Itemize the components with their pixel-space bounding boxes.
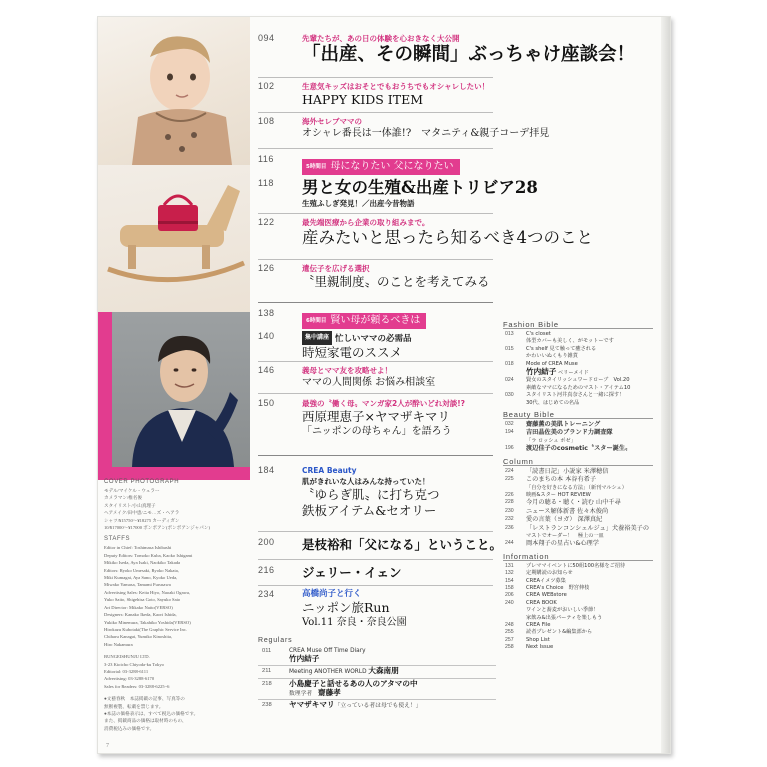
toc-title-line2: 鉄板アイテム&セオリー [302,503,437,518]
list-item[interactable] [503,516,653,524]
baby-photo [98,17,250,165]
toc-subtitle: 高橋尚子と行く [302,589,362,599]
toc-title: HAPPY KIDS ITEM [302,92,424,107]
item-subtitle: 「立っている者は母でも使え！」 [334,703,422,710]
toc-title-line2: 「ニッポンの母ちゃん」を語ろう [302,426,452,437]
lecture-badge: 集中講座 [302,331,332,345]
magazine-page [97,16,671,754]
toc-title: ニッポン旅Run [302,600,390,615]
item-page: 238 [262,702,272,709]
staff-line: Designers: Kanako Ikeda, Kaori Ishida, [104,612,177,618]
toc-subtitle: 遺伝子を広げる選択 [302,264,370,273]
item-title: 愛の言葉（ヨガ） 深澤真紀 [526,516,603,524]
list-item[interactable] [503,353,653,360]
list-item[interactable] [503,637,653,644]
cover-model-photo [112,312,250,467]
cover-credit-line: ヘアメイク/田中恵/ニモ…ズ・ヘアラ [104,510,180,516]
item-page: 015 [505,345,514,352]
regular-item[interactable] [258,701,498,710]
item-title: 齋藤薫の美肌トレーニング [526,421,601,429]
chapter-banner [302,313,426,329]
toc-page-number: 118 [258,178,274,188]
item-page: 228 [505,499,514,506]
list-item[interactable] [503,607,653,614]
item-title: C's closet [526,331,551,337]
item-title: 「読書日記」小説家 米澤穂信 [526,467,609,475]
toc-title: 西原理恵子×ヤマザキマリ [302,409,450,424]
list-item[interactable] [503,338,653,345]
item-title: ワインと蕎麦がおいしい季節！ [526,607,599,614]
item-page: 258 [505,644,514,651]
toc-subtitle: 先輩たちが、あの日の体験を心おきなく大公開 [302,34,460,43]
list-item[interactable] [503,392,653,399]
toc-page-number: 216 [258,565,275,575]
regular-item[interactable] [258,655,498,664]
staff-line: Yukiko Minemura, Takahiko Yoshida(VERSO) [104,619,191,625]
item-page: 158 [505,584,514,591]
item-title: マストでオーダー！ 極上の一皿 [526,532,604,539]
item-page: 232 [505,516,514,523]
toc-subtitle: 生殖ふしぎ発見！／出産今昔物語 [302,199,415,208]
page-number: 7 [106,743,109,749]
item-page: 255 [505,629,514,636]
divider [258,302,493,303]
cover-credit-line: モデル/マイケル・ウェラー [104,488,160,493]
notice-line: ●文藝春秋 本誌掲載の記事、写真等の [104,696,185,702]
item-page: 240 [505,599,514,606]
toc-title: 男と女の生殖&出産トリビア28 [302,178,538,197]
item-page: 257 [505,636,514,643]
toc-page-number: 200 [258,537,275,547]
item-page: 032 [505,421,514,428]
notice-line: また、掲載商品の価格は取材時のもの、 [104,718,187,724]
information-heading: Information [503,551,550,561]
toc-subtitle: 生意気キッズはおそとでもおうちでもオシャレしたい！ [302,82,490,91]
divider [258,585,493,586]
rocking-horse-photo [98,165,250,317]
item-title: ヤマザキマリ [289,700,335,710]
list-item[interactable] [503,525,653,533]
chapter-banner [302,159,460,175]
toc-page-number: 122 [258,217,275,227]
item-title: プレママイベントに50組100名様をご招待 [526,562,626,569]
beauty-bible-heading: Beauty Bible [503,410,555,420]
toc-lead: 肌がきれいな人はみんな持っていた！ [302,477,430,486]
list-item[interactable] [503,499,653,507]
list-item[interactable] [503,377,653,384]
list-item[interactable] [503,578,653,585]
staff-line: Chiharu Kanagai, Yumiko Kinoshita, [104,634,173,640]
toc-title: 時短家電のススメ [302,345,403,360]
item-title: 小島慶子と話せるあの人のアタマの中 [289,678,418,688]
item-page: 011 [262,648,272,654]
toc-page-number: 094 [258,33,275,43]
item-title: CREA Muse Off Time Diary [289,648,366,654]
list-item[interactable] [503,429,653,437]
item-person: 大森南朋 [368,666,399,676]
list-item[interactable] [503,445,653,453]
item-page: 131 [505,562,514,569]
staff-line: Hirokazu Kubotaki(The Graphic Service Inc. [104,626,188,632]
item-title: かわいいぬくもり雑貨 [526,353,578,360]
item-title: 読者プレゼント&編集部から [526,629,593,636]
toc-page-number: 140 [258,331,275,341]
staff-line: Art Director: Mikako Naito(VERSO) [104,604,173,610]
publisher-line: Advertising: 03-3288-6170 [104,676,155,682]
table-of-contents [258,17,658,754]
staff-line: Hiro Nakamura [104,641,133,647]
staff-line: Advertising Sales: Keita Hiyo, Naoaki Ogawa, [104,589,191,595]
item-title: 「ラ ロッシュ ポゼ」 [526,437,576,444]
item-page: 236 [505,524,514,531]
left-column [98,17,250,754]
staffs-heading: STAFFS [104,536,131,543]
cover-photo-heading: COVER PHOTOGRAPH [104,479,180,485]
item-person: 齋藤孝 [318,687,341,697]
item-page: 225 [505,476,514,483]
item-page: 132 [505,570,514,577]
toc-page-number: 108 [258,116,275,126]
chapter-tag: 6時間目 [306,318,327,324]
staff-line: Mikiko Iseda, Aya Isaki, Naokiko Takada [104,560,181,566]
toc-page-number: 126 [258,263,275,273]
item-title: CREA WEBstore [526,592,567,599]
divider [258,112,493,113]
toc-subtitle: 海外セレブママの [302,117,362,126]
divider [258,148,493,149]
list-item[interactable] [503,570,653,577]
cover-credit-line: スタイリスト/小山真理子 [104,502,156,508]
item-title: 映画&スター HOT REVIEW [526,491,591,498]
item-page: 226 [505,491,514,498]
fashion-bible-heading: Fashion Bible [503,320,559,329]
column-heading: Column [503,456,534,466]
divider [258,559,493,560]
divider [258,393,493,394]
regular-item[interactable] [258,667,498,676]
item-title: 渡辺佳子のcosmetic〝スター誕生〟 [526,445,632,453]
toc-subtitle [302,331,412,345]
cover-credit-line: カメラマン/椎名俊 [104,495,143,501]
item-title: Shop List [526,636,550,643]
toc-page-number: 116 [258,154,274,164]
toc-title: ジェリー・イェン [302,565,402,580]
item-title: スタイリスト河井真奈さんと一緒に探す！ [526,392,625,399]
toc-title: 賢い母が頼るべきは [330,315,421,326]
item-title: 賢女のスタイリッシュワードローブ Vol.20 [526,377,630,384]
item-title: 今月の聴る・聴く・読む 山中千尋 [526,499,621,507]
list-item[interactable] [503,468,653,476]
publisher-line: Sales for Readers: 03-3288-6225~6 [104,683,170,689]
item-title: このまちの本 本谷有希子 [526,476,597,484]
page-gutter [661,17,671,754]
staff-line: Miki Kumagai, Aya Sano, Kyoko Ueda, [104,575,178,581]
item-page: 211 [262,668,272,675]
item-title: 吉田晶佐美のブランド力調査隊 [526,429,613,437]
item-page: 248 [505,622,514,628]
toc-subtitle: 最強の〝働く母〟マンガ家2人が酔いどれ対談!? [302,399,465,408]
item-page: 154 [505,577,514,584]
list-item[interactable] [503,400,653,407]
publisher-line: Editorial: 03-3288-6111 [104,668,149,674]
regulars-section [258,637,498,710]
item-title: C's shelf 見て触って癒される [526,345,597,352]
item-title: CREA BOOK [526,599,557,606]
toc-subtitle: 義母とママ友を攻略せよ！ [302,366,392,375]
item-page: 194 [505,429,514,436]
publisher-line: BUNGEISHUNJU LTD. [104,654,150,660]
toc-page-number: 184 [258,465,275,475]
divider [258,213,493,214]
item-page: 218 [262,680,272,687]
item-page: 024 [505,377,514,384]
item-page: 206 [505,592,514,599]
list-item[interactable] [503,615,653,622]
list-item[interactable] [503,485,653,492]
staff-line: Editor in Chief: Toshimasa Ishibashi [104,545,172,551]
item-title: 竹内結子 [526,367,557,377]
item-page: 230 [505,507,514,514]
toc-title: オシャレ番長は一体誰!? マタニティ&親子コーデ拝見 [302,128,550,139]
list-item[interactable] [503,592,653,599]
toc-subtitle: 最先端医療から企業の取り組みまで。 [302,218,430,227]
item-title: 「レストランコンシェルジュ」犬養裕美子の [526,524,650,532]
item-title: 定期購読のお知らせ [526,570,573,577]
toc-page-number: 138 [258,308,275,318]
toc-page-number: 102 [258,81,275,91]
regulars-heading: Regulars [258,637,293,644]
item-title: CREA's Choice 野宮伸枝 [526,584,590,591]
item-title: 数理学者 [289,690,318,697]
divider [258,361,493,362]
item-page: 030 [505,392,514,399]
item-title: 体型カバーも美しく、がモットーです [526,338,614,345]
chapter-tag: 5時間目 [306,164,327,170]
item-title: Next Issue [526,644,554,651]
staff-line: Deputy Editors: Tomoko Kuba, Kaoko Ishigami [104,552,193,558]
staff-line: Miwako Yamasa, Tamami Furusawa [104,582,171,588]
toc-title: 「出産、その瞬間」ぶっちゃけ座談会！ [302,44,636,65]
notice-line: 消費税込みの価格です。 [104,725,155,731]
item-title: ニュース解体新書 佐々木俊尚 [526,507,609,515]
toc-title: 是枝裕和「父になる」ということ。 [302,537,503,552]
divider [258,531,493,532]
item-title: Meeting ANOTHER WORLD [289,669,369,676]
list-item[interactable] [503,476,653,484]
divider [258,77,493,78]
item-title: 「自分を好きになる方法」（新刊マルシェ） [526,484,627,491]
toc-page-number: 150 [258,398,275,408]
regular-item[interactable] [258,689,498,698]
item-title: CREA File [526,622,551,628]
item-title: 30代、はじめての名品 [526,399,580,406]
list-item[interactable] [503,508,653,516]
item-title: Mode of CREA Muse [526,360,578,367]
bible-column [503,317,653,652]
item-title: CREAイメツ募集 [526,577,566,584]
toc-title: 産みたいと思ったら知るべき4つのこと [302,228,593,247]
item-subtitle: ベリーメイド [558,370,589,377]
toc-title: ママの人間関係 お悩み相談室 [302,377,436,388]
list-item[interactable] [503,629,653,636]
divider [258,259,493,260]
toc-subtitle: CREA Beauty [302,466,357,475]
publisher-line: 3-23 Kioicho Chiyoda-ku Tokyo [104,661,164,667]
toc-title: 〝里親制度〟のことを考えてみる [302,274,490,289]
toc-page-number: 234 [258,589,275,599]
item-page: 196 [505,445,514,452]
list-item[interactable] [503,540,653,548]
toc-title-line2: Vol.11 奈良・奈良公園 [302,617,407,628]
item-title: 家飲み&出張パーティを楽しもう [526,614,603,621]
notice-line: ●本誌の価格表示は、すべて税込の価格です。 [104,710,199,716]
divider [258,455,493,456]
item-page: 013 [505,331,514,337]
regular-item[interactable] [258,680,498,689]
notice-line: 無断複製、転載を禁じます。 [104,703,164,709]
toc-page-number: 146 [258,365,275,375]
item-page: 244 [505,540,514,547]
item-title: 竹内結子 [289,654,320,664]
item-page: 018 [505,360,514,367]
toc-title: 〝ゆらぎ肌〟に打ち克つ [302,487,440,502]
list-item[interactable] [503,585,653,592]
cover-credit-line: 10/¥17000〜¥17000 ポンポアン(ポンポアンジャパン) [104,525,210,531]
staff-line: Yuko Saito, Shigehisa Goto, Sayuko Saio [104,597,181,603]
staff-line: Editors: Ryoko Umesaki, Ryoko Nakata, [104,567,179,573]
item-title: 素敵なママになるためのマスト・アイテム10 [526,384,631,391]
toc-lead: 忙しいママの必需品 [335,334,412,344]
item-page: 224 [505,467,514,474]
item-title: 岡本翔子の星占い&心理学 [526,540,599,548]
cover-credit-line: シャツ/¥15750〜¥18275 カーディガン [104,517,180,523]
credits-block [104,479,248,732]
list-item[interactable] [503,644,653,651]
toc-title: 母になりたい 父になりたい [330,161,454,172]
